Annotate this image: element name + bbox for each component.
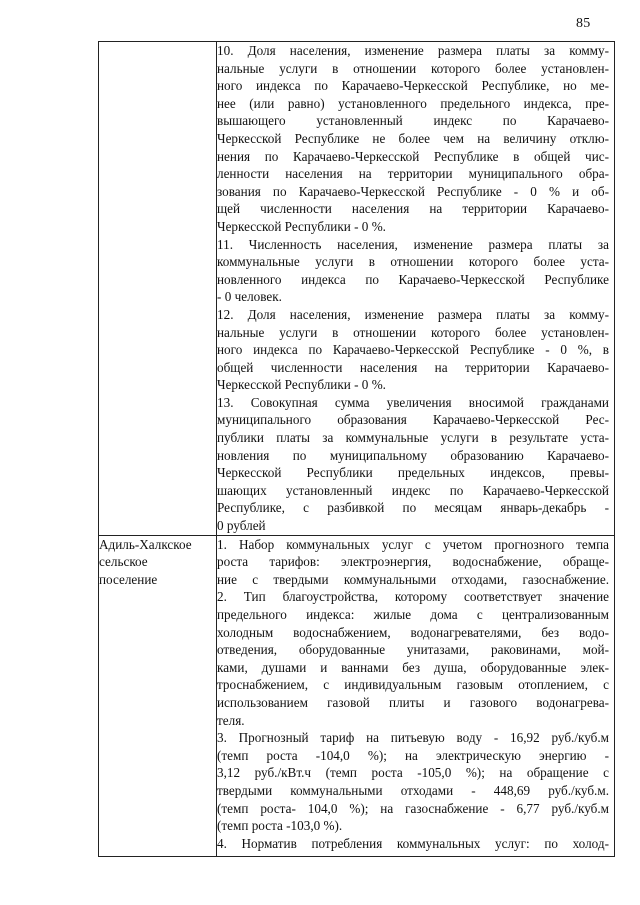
text-line: Черкесской Республики - 0 %. xyxy=(217,377,386,393)
text-line: теля. xyxy=(217,712,245,728)
text-line: Черкесской Республике не более чем на величину отклю- xyxy=(217,130,609,146)
municipality-name xyxy=(99,536,216,589)
text-line: 1. Набор коммунальных услуг с учетом прогнозного темпа xyxy=(217,536,609,552)
table-row xyxy=(99,535,615,856)
text-line: ного индекса по Карачаево-Черкесской Республике, но ме- xyxy=(217,78,609,94)
text-line: нальные услуги в отношении которого более установлен- xyxy=(217,324,609,340)
text-line: использованием газовой плиты и газового водонагрева- xyxy=(217,694,609,710)
text-line: 13. Совокупная сумма увеличения вносимой гражданами xyxy=(217,394,609,410)
text-line: Черкесской Республики - 0 %. xyxy=(217,218,386,234)
text-line: 11. Численность населения, изменение размера платы за xyxy=(217,236,609,252)
municipality-cell xyxy=(99,42,217,536)
text-line: публики платы за коммунальные услуги в результате уста- xyxy=(217,430,609,446)
text-line: Республике, с разбивкой по месяцам январь-декабрь - xyxy=(217,500,609,516)
page-number: 85 xyxy=(576,16,591,31)
text-line: 12. Доля населения, изменение размера платы за комму- xyxy=(217,306,609,322)
text-line: нальные услуги в отношении которого более установлен- xyxy=(217,60,609,76)
text-line: ками, душами и ваннами без душа, оборудованные элек- xyxy=(217,659,609,675)
text-line: 4. Норматив потребления коммунальных услуг: по холод- xyxy=(217,835,609,851)
text-line: 10. Доля населения, изменение размера платы за комму- xyxy=(217,43,609,58)
municipality-line: поселение xyxy=(99,571,158,587)
table-body xyxy=(99,42,615,857)
text-line: зования по Карачаево-Черкесской Республике - 0 % и об- xyxy=(217,183,609,199)
text-line: нее (или равно) установленного предельного индекса, пре- xyxy=(217,95,609,111)
text-line: холодным водоснабжением, водонагревателями, без водо- xyxy=(217,624,609,640)
text-line: (темп роста- 104,0 %); на газоснабжение - 6,77 руб./куб.м xyxy=(217,800,609,816)
text-line: троснабжением, с индивидуальным газовым отоплением, с xyxy=(217,677,609,693)
indicators-cell xyxy=(217,535,615,856)
text-line: твердыми коммунальными отходами - 448,69 руб./куб.м. xyxy=(217,782,609,798)
text-line: вышающего установленный индекс по Карачаево- xyxy=(217,113,609,129)
text-line: роста тарифов: электроэнергия, водоснабжение, обраще- xyxy=(217,554,609,570)
text-line: щей численности населения на территории Карачаево- xyxy=(217,201,609,217)
text-line: - 0 человек. xyxy=(217,289,282,305)
text-line: муниципального образования Карачаево-Черкесской Рес- xyxy=(217,412,609,428)
text-line: 3. Прогнозный тариф на питьевую воду - 16,92 руб./куб.м xyxy=(217,730,609,746)
text-line: новленного индекса по Карачаево-Черкесской Республике xyxy=(217,271,609,287)
table-row xyxy=(99,42,615,536)
text-line: предельного индекса: жилые дома с централизованным xyxy=(217,607,609,622)
text-line: ние с твердыми коммунальными отходами, газоснабжение. xyxy=(217,571,609,587)
text-line: шающих установленный индекс по Карачаево-Черкесской xyxy=(217,482,609,498)
text-line: 0 рублей xyxy=(217,518,266,534)
indicators-cell xyxy=(217,42,615,536)
indices-table xyxy=(98,41,615,857)
municipality-cell xyxy=(99,535,217,856)
text-line: новления по муниципальному образованию Карачаево- xyxy=(217,447,609,463)
text-line: Черкесской Республики предельных индексов, превы- xyxy=(217,465,609,481)
text-line: ного индекса по Карачаево-Черкесской Республике - 0 %, в xyxy=(217,342,609,358)
text-line: 3,12 руб./кВт.ч (темп роста -105,0 %); на обращение с xyxy=(217,765,609,781)
indicators-text xyxy=(217,42,614,535)
text-line: 2. Тип благоустройства, которому соответствует значение xyxy=(217,589,609,605)
text-line: коммунальные услуги в отношении которого более уста- xyxy=(217,254,609,270)
text-line: (темп роста -104,0 %); на электрическую энергию - xyxy=(217,747,609,763)
text-line: ленности населения на территории муниципального обра- xyxy=(217,166,609,182)
text-line: (темп роста -103,0 %). xyxy=(217,818,343,834)
text-line: нения по Карачаево-Черкесской Республике в общей чис- xyxy=(217,148,609,164)
text-line: общей численности населения на территории Карачаево- xyxy=(217,359,609,375)
indicators-text xyxy=(217,536,614,853)
municipality-line: сельское xyxy=(99,554,148,570)
text-line: отведения, оборудованные унитазами, раковинами, мой- xyxy=(217,642,609,658)
municipality-line: Адиль-Халкское xyxy=(99,536,192,552)
